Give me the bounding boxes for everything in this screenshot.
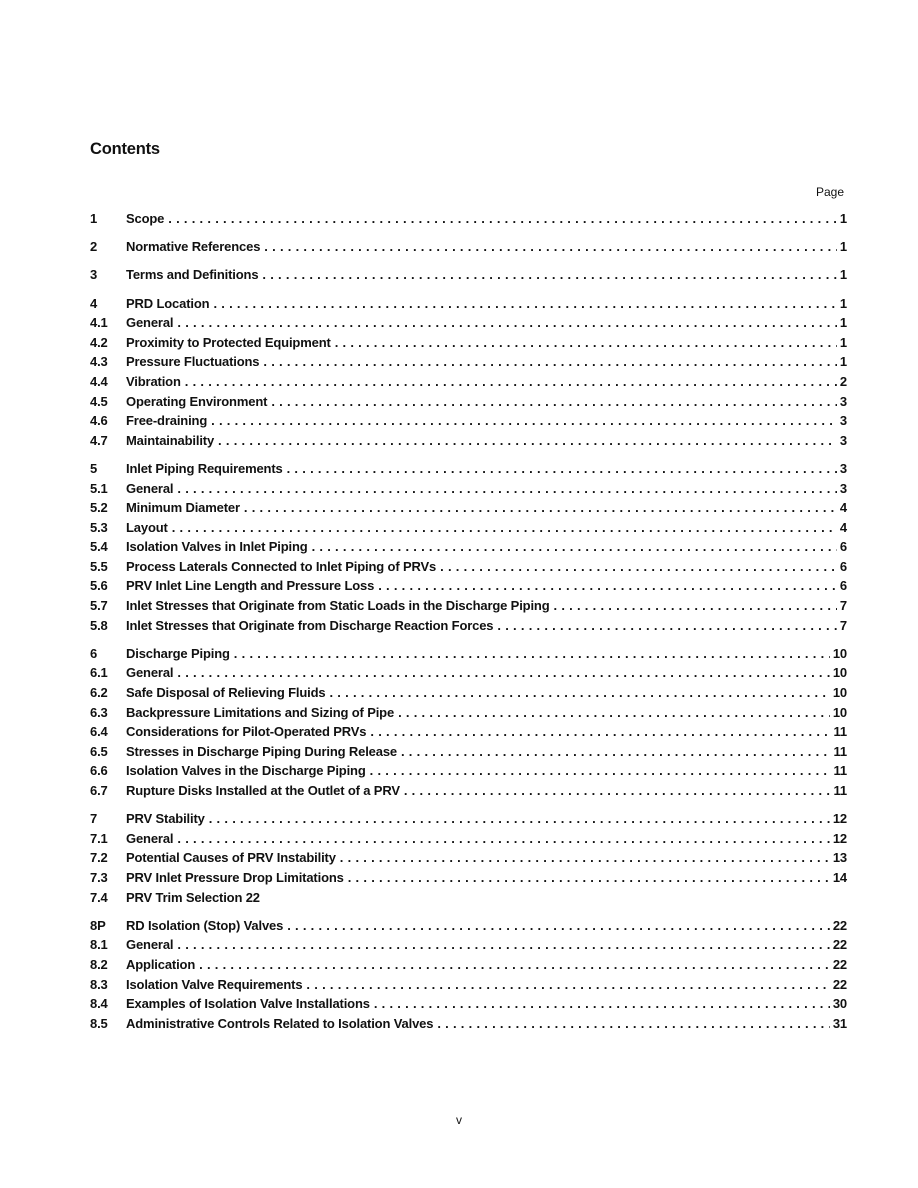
- dot-leader: [244, 500, 837, 515]
- toc-entry-page: 3: [839, 413, 847, 429]
- toc-entry[interactable]: [90, 520, 847, 540]
- dot-leader: [177, 937, 829, 952]
- dot-leader: [554, 598, 837, 613]
- dot-leader: [177, 315, 837, 330]
- toc-entry[interactable]: [90, 850, 847, 870]
- toc-entry-title: General: [126, 830, 174, 846]
- page-number-footer: v: [456, 1113, 462, 1127]
- toc-entry-title: Rupture Disks Installed at the Outlet of a PRV: [126, 783, 400, 798]
- toc-entry[interactable]: [90, 354, 847, 374]
- toc-entry-page: 6: [839, 539, 847, 555]
- dot-leader: [168, 211, 837, 226]
- toc-entry-title: PRV Trim Selection 22: [126, 889, 260, 905]
- toc-entry-title: Inlet Piping Requirements: [126, 460, 283, 476]
- toc-entry-number: 8.1: [90, 937, 108, 953]
- toc-entry[interactable]: [90, 296, 847, 316]
- toc-entry-page: 22: [832, 976, 847, 992]
- toc-entry-number: 6.4: [90, 724, 108, 740]
- dot-leader: [271, 394, 837, 409]
- toc-entry[interactable]: [90, 481, 847, 501]
- toc-entry-title: PRV Inlet Line Length and Pressure Loss: [126, 578, 375, 594]
- toc-entry-title: PRV Stability: [126, 811, 205, 827]
- toc-entry-title: Considerations for Pilot-Operated PRVs: [126, 724, 367, 740]
- dot-leader: [211, 413, 837, 428]
- dot-leader: [213, 296, 836, 311]
- dot-leader: [437, 1016, 830, 1031]
- toc-entry-title: Inlet Stresses that Originate from Discharge Reaction Forces: [126, 617, 494, 633]
- toc-entry-number: 6.6: [90, 763, 108, 779]
- toc-entry-number: 1: [90, 211, 98, 226]
- toc-entry-title: Potential Causes of PRV Instability: [126, 850, 336, 866]
- toc-entry-page: 4: [839, 519, 847, 535]
- table-of-contents: [90, 211, 847, 1035]
- dot-leader: [234, 646, 830, 661]
- toc-entry-number: 4.6: [90, 413, 108, 429]
- toc-entry[interactable]: [90, 685, 847, 705]
- toc-entry-page: 4: [839, 500, 847, 516]
- dot-leader: [370, 724, 830, 739]
- toc-entry-number: 5.7: [90, 598, 108, 614]
- toc-entry-title: Isolation Valves in the Discharge Piping: [126, 763, 366, 779]
- dot-leader: [177, 481, 837, 496]
- toc-entry-number: 4.7: [90, 432, 108, 448]
- dot-leader: [185, 374, 837, 389]
- toc-entry[interactable]: [90, 811, 847, 831]
- dot-leader: [172, 520, 837, 535]
- toc-entry-title: Layout: [126, 519, 168, 535]
- toc-entry-title: Process Laterals Connected to Inlet Piping of PRVs: [126, 558, 437, 574]
- toc-entry-page: 1: [839, 267, 847, 283]
- toc-entry[interactable]: [90, 831, 847, 851]
- toc-entry[interactable]: [90, 239, 847, 259]
- page-column-header: Page: [815, 185, 844, 199]
- dot-leader: [404, 783, 831, 798]
- toc-entry-number: 6.7: [90, 783, 108, 798]
- toc-entry-title: General: [126, 665, 174, 681]
- toc-entry[interactable]: [90, 394, 847, 414]
- toc-entry-number: 7.1: [90, 830, 108, 846]
- toc-entry[interactable]: [90, 500, 847, 520]
- toc-entry-page: 7: [839, 598, 847, 614]
- toc-entry-title: RD Isolation (Stop) Valves: [126, 917, 284, 933]
- toc-entry-page: 2: [839, 373, 847, 389]
- toc-entry-title: Isolation Valve Requirements: [126, 976, 303, 992]
- toc-entry-number: 5.3: [90, 519, 108, 535]
- dot-leader: [263, 354, 837, 369]
- dot-leader: [306, 977, 829, 992]
- toc-entry-title: Vibration: [126, 373, 181, 389]
- toc-entry[interactable]: [90, 618, 847, 638]
- page-title: Contents: [90, 140, 160, 158]
- toc-entry[interactable]: [90, 744, 847, 764]
- toc-entry[interactable]: [90, 578, 847, 598]
- toc-entry-title: Normative References: [126, 239, 261, 255]
- dot-leader: [401, 744, 831, 759]
- dot-leader: [262, 267, 837, 282]
- toc-entry-title: Safe Disposal of Relieving Fluids: [126, 685, 326, 701]
- dot-leader: [374, 996, 830, 1011]
- dot-leader: [398, 705, 830, 720]
- toc-entry-page: 10: [832, 685, 847, 701]
- toc-entry-number: 2: [90, 239, 98, 255]
- toc-entry-page: 1: [839, 211, 847, 226]
- toc-entry-title: General: [126, 480, 174, 496]
- toc-entry-title: Terms and Definitions: [126, 267, 259, 283]
- toc-entry-title: Pressure Fluctuations: [126, 354, 260, 370]
- toc-entry[interactable]: [90, 315, 847, 335]
- toc-entry-number: 5.5: [90, 558, 108, 574]
- toc-entry-title: Inlet Stresses that Originate from Static Loads in the Discharge Piping: [126, 598, 550, 614]
- dot-leader: [370, 763, 831, 778]
- dot-leader: [209, 811, 830, 826]
- dot-leader: [177, 831, 829, 846]
- toc-entry-number: 5.1: [90, 480, 108, 496]
- toc-entry-title: Minimum Diameter: [126, 500, 240, 516]
- toc-entry-title: Scope: [126, 211, 165, 226]
- toc-entry-number: 8.3: [90, 976, 108, 992]
- toc-entry-title: Proximity to Protected Equipment: [126, 334, 331, 350]
- toc-entry[interactable]: [90, 918, 847, 938]
- toc-entry-number: 8.2: [90, 956, 108, 972]
- dot-leader: [312, 539, 837, 554]
- toc-entry-number: 6.5: [90, 743, 108, 759]
- toc-entry-number: 5.6: [90, 578, 108, 594]
- toc-entry-page: 1: [839, 295, 847, 311]
- toc-entry-title: Examples of Isolation Valve Installations: [126, 996, 370, 1012]
- toc-entry-number: 5.2: [90, 500, 108, 516]
- toc-entry[interactable]: [90, 890, 847, 910]
- toc-entry-number: 4: [90, 295, 98, 311]
- toc-entry-number: 4.2: [90, 334, 108, 350]
- toc-entry[interactable]: [90, 665, 847, 685]
- toc-entry-page: 22: [832, 956, 847, 972]
- toc-entry-number: 6.2: [90, 685, 108, 701]
- toc-entry-number: 7.3: [90, 869, 108, 885]
- toc-entry-page: 30: [832, 996, 847, 1012]
- dot-leader: [218, 433, 837, 448]
- toc-entry[interactable]: [90, 763, 847, 783]
- toc-entry-number: 3: [90, 267, 98, 283]
- toc-entry-page: 3: [839, 393, 847, 409]
- toc-entry[interactable]: [90, 374, 847, 394]
- toc-entry[interactable]: [90, 977, 847, 997]
- toc-entry-page: 13: [832, 850, 847, 866]
- toc-entry[interactable]: [90, 559, 847, 579]
- toc-entry[interactable]: [90, 539, 847, 559]
- dot-leader: [329, 685, 829, 700]
- toc-entry-page: 10: [832, 645, 847, 661]
- toc-entry-number: 6.3: [90, 704, 108, 720]
- toc-entry[interactable]: [90, 598, 847, 618]
- toc-entry-title: General: [126, 315, 174, 331]
- toc-entry-title: General: [126, 937, 174, 953]
- toc-entry-number: 4.4: [90, 373, 108, 389]
- toc-entry[interactable]: [90, 724, 847, 744]
- toc-entry-number: 6.1: [90, 665, 108, 681]
- toc-entry-page: 11: [833, 783, 847, 798]
- dot-leader: [177, 665, 829, 680]
- toc-entry-number: 6: [90, 645, 98, 661]
- toc-entry-page: 6: [839, 558, 847, 574]
- toc-entry-title: Isolation Valves in Inlet Piping: [126, 539, 308, 555]
- dot-leader: [378, 578, 837, 593]
- dot-leader: [199, 957, 830, 972]
- toc-entry-title: Administrative Controls Related to Isolation Valves: [126, 1015, 434, 1031]
- toc-entry-title: Operating Environment: [126, 393, 268, 409]
- dot-leader: [264, 239, 837, 254]
- toc-entry-page: 11: [833, 724, 847, 740]
- dot-leader: [348, 870, 830, 885]
- toc-entry[interactable]: [90, 783, 847, 803]
- toc-entry-title: PRV Inlet Pressure Drop Limitations: [126, 869, 344, 885]
- toc-entry-number: 5: [90, 460, 98, 476]
- toc-entry-page: 6: [839, 578, 847, 594]
- toc-entry[interactable]: [90, 957, 847, 977]
- toc-entry[interactable]: [90, 211, 847, 231]
- toc-entry[interactable]: [90, 413, 847, 433]
- dot-leader: [287, 461, 837, 476]
- toc-entry-page: 1: [839, 315, 847, 331]
- toc-entry-number: 7.4: [90, 889, 108, 905]
- toc-entry[interactable]: [90, 433, 847, 453]
- toc-entry-page: 1: [839, 354, 847, 370]
- dot-leader: [335, 335, 837, 350]
- toc-entry-page: 10: [832, 704, 847, 720]
- dot-leader: [497, 618, 837, 633]
- dot-leader: [440, 559, 837, 574]
- toc-entry-page: 10: [832, 665, 847, 681]
- toc-entry[interactable]: [90, 870, 847, 890]
- toc-entry-number: 4.5: [90, 393, 108, 409]
- toc-entry-page: 3: [839, 432, 847, 448]
- toc-entry-page: 22: [832, 917, 847, 933]
- toc-entry-title: Application: [126, 956, 196, 972]
- toc-entry-title: Stresses in Discharge Piping During Release: [126, 743, 397, 759]
- toc-entry-title: PRD Location: [126, 295, 210, 311]
- toc-entry-number: 8.4: [90, 996, 108, 1012]
- toc-entry[interactable]: [90, 705, 847, 725]
- toc-entry-page: 11: [833, 743, 847, 759]
- toc-entry-number: 8.5: [90, 1015, 108, 1031]
- toc-entry-page: 3: [839, 460, 847, 476]
- toc-entry-title: Backpressure Limitations and Sizing of Pipe: [126, 704, 395, 720]
- toc-entry[interactable]: [90, 646, 847, 666]
- toc-entry-title: Discharge Piping: [126, 645, 230, 661]
- toc-entry-page: 11: [833, 763, 847, 779]
- toc-entry[interactable]: [90, 937, 847, 957]
- toc-entry-number: 5.4: [90, 539, 108, 555]
- toc-entry-number: 4.1: [90, 315, 108, 331]
- toc-entry-page: 31: [832, 1015, 847, 1031]
- dot-leader: [340, 850, 830, 865]
- toc-entry-page: 22: [832, 937, 847, 953]
- dot-leader: [287, 918, 830, 933]
- toc-entry[interactable]: [90, 267, 847, 287]
- toc-entry-number: 8P: [90, 917, 106, 933]
- toc-entry[interactable]: [90, 1016, 847, 1036]
- toc-entry-title: Free-draining: [126, 413, 208, 429]
- toc-entry-page: 1: [839, 239, 847, 255]
- toc-entry[interactable]: [90, 335, 847, 355]
- toc-entry-page: 7: [839, 617, 847, 633]
- toc-entry-number: 4.3: [90, 354, 108, 370]
- toc-entry-page: 3: [839, 480, 847, 496]
- toc-entry-number: 7: [90, 811, 98, 827]
- toc-entry-page: 1: [839, 334, 847, 350]
- toc-entry-page: 12: [832, 811, 847, 827]
- toc-entry-page: 14: [832, 869, 847, 885]
- toc-entry-number: 5.8: [90, 617, 108, 633]
- toc-entry[interactable]: [90, 461, 847, 481]
- toc-entry-title: Maintainability: [126, 432, 215, 448]
- toc-entry[interactable]: [90, 996, 847, 1016]
- toc-entry-number: 7.2: [90, 850, 108, 866]
- toc-entry-page: 12: [832, 830, 847, 846]
